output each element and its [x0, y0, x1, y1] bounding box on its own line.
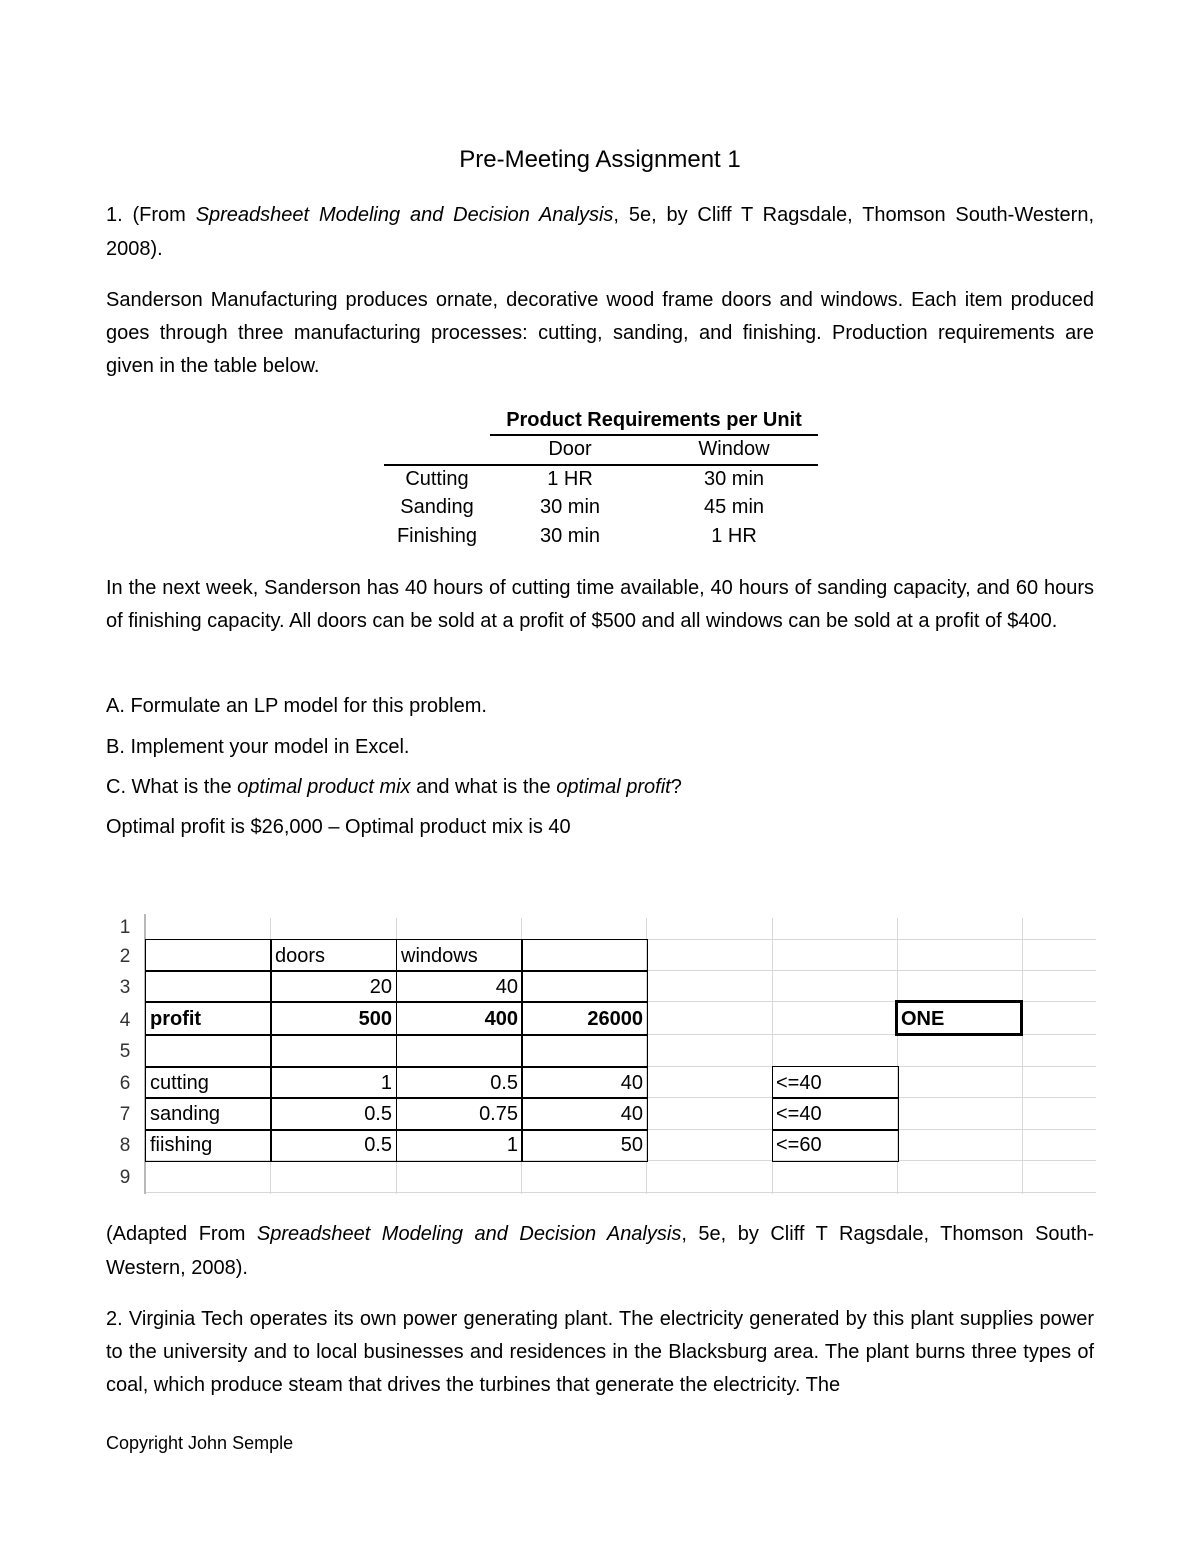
cell-b8[interactable]: 0.5: [364, 1134, 392, 1156]
row-door: 30 min: [539, 496, 601, 518]
cell-f6[interactable]: <=40: [776, 1072, 822, 1094]
cell-border: [145, 939, 272, 972]
row-process: Finishing: [396, 525, 478, 547]
adapted-source: [106, 1217, 1094, 1285]
q2-text: 2. Virginia Tech operates its own power generating plant. The electricity generated by this plant supplies power to the university and to local businesses and residences in the Blacksburg area. The plant burns three types of coal, which produce steam that drives the turbines that generate the electricity. The: [106, 1308, 1094, 1396]
cell-f8[interactable]: <=60: [776, 1134, 822, 1156]
requirements-caption: Product Requirements per Unit: [506, 409, 802, 431]
cell-f7[interactable]: <=40: [776, 1103, 822, 1125]
cell-d6[interactable]: 40: [620, 1072, 643, 1094]
row-door: 30 min: [539, 525, 601, 547]
cell-g4[interactable]: ONE: [901, 1008, 945, 1030]
q1-source-title: Spreadsheet Modeling and Decision Analysis: [195, 204, 614, 226]
footer-copyright: Copyright John Semple: [106, 1433, 294, 1453]
cell-a8[interactable]: fiishing: [150, 1134, 213, 1156]
row-door: 1 HR: [547, 468, 593, 490]
cell-border: [521, 939, 648, 972]
row-number: 5: [119, 1041, 131, 1062]
requirements-table: [384, 404, 818, 554]
cell-border: [270, 1034, 397, 1068]
row-process: Cutting: [405, 468, 469, 490]
q1-part-a: A. Formulate an LP model for this problem.: [106, 695, 487, 717]
cell-c8[interactable]: 1: [506, 1134, 518, 1156]
cell-d8[interactable]: 50: [620, 1134, 643, 1156]
q1-intro: Sanderson Manufacturing produces ornate, decorative wood frame doors and windows. Each item produced goes through three manufacturing processes: cutting, sanding, and finishing. Production requirements are given in the table below.: [106, 289, 1094, 377]
part-c-mid: and what is the: [410, 776, 557, 798]
header-door: Door: [548, 438, 592, 460]
part-c-em2: optimal profit: [556, 776, 671, 798]
q1-part-c: [106, 773, 682, 801]
cell-border: [396, 1034, 523, 1068]
page-title: Pre-Meeting Assignment 1: [459, 146, 741, 173]
row-number: 9: [119, 1167, 131, 1188]
cell-c6[interactable]: 0.5: [490, 1072, 518, 1094]
part-c-em1: optimal product mix: [237, 776, 411, 798]
cell-a4[interactable]: profit: [150, 1008, 202, 1030]
cell-border: [145, 970, 272, 1003]
cell-b2[interactable]: doors: [275, 945, 326, 967]
q1-capacity: In the next week, Sanderson has 40 hours of cutting time available, 40 hours of sanding capacity, and 60 hours of finishing capacity. All doors can be sold at a profit of $500 and all windows can be sold at a profit of $400.: [106, 577, 1094, 632]
row-number: 3: [119, 977, 131, 998]
spreadsheet: [106, 914, 1096, 1196]
q1-source: [106, 198, 1094, 266]
adapted-prefix: (Adapted From: [106, 1223, 257, 1245]
cell-c2[interactable]: windows: [401, 945, 478, 967]
header-window: Window: [698, 438, 770, 460]
q1-part-b: B. Implement your model in Excel.: [106, 736, 410, 758]
cell-b4[interactable]: 500: [358, 1008, 392, 1030]
row-number: 8: [119, 1135, 131, 1156]
cell-border: [521, 970, 648, 1003]
adapted-title: Spreadsheet Modeling and Decision Analysis: [256, 1223, 682, 1245]
adapted-suffix: , 5e, by Cliff T Ragsdale, Thomson South-Western, 2008).: [106, 1223, 1094, 1279]
cell-b6[interactable]: 1: [380, 1072, 392, 1094]
part-c-prefix: C. What is the: [106, 776, 238, 798]
cell-b3[interactable]: 20: [369, 976, 392, 998]
cell-border: [521, 1034, 648, 1068]
cell-d4[interactable]: 26000: [587, 1008, 643, 1030]
cell-d7[interactable]: 40: [620, 1103, 643, 1125]
cell-c7[interactable]: 0.75: [479, 1103, 518, 1125]
q1-source-prefix: 1. (From: [106, 204, 196, 226]
row-window: 1 HR: [711, 525, 757, 547]
row-number: 4: [119, 1010, 131, 1031]
row-process: Sanding: [400, 496, 474, 518]
cell-a7[interactable]: sanding: [150, 1103, 221, 1125]
q1-source-suffix: , 5e, by Cliff T Ragsdale, Thomson South-Western, 2008).: [106, 204, 1094, 260]
cell-a6[interactable]: cutting: [150, 1072, 209, 1094]
cell-c3[interactable]: 40: [495, 976, 518, 998]
cell-b7[interactable]: 0.5: [364, 1103, 392, 1125]
row-number: 2: [119, 946, 131, 967]
part-c-suffix: ?: [670, 776, 682, 798]
cell-border: [145, 1034, 272, 1068]
q1-answer: Optimal profit is $26,000 – Optimal product mix is 40: [106, 816, 571, 838]
row-window: 45 min: [703, 496, 765, 518]
cell-c4[interactable]: 400: [484, 1008, 518, 1030]
row-number: 1: [119, 917, 131, 938]
row-window: 30 min: [703, 468, 765, 490]
row-number: 6: [119, 1073, 131, 1094]
row-number: 7: [119, 1104, 131, 1125]
